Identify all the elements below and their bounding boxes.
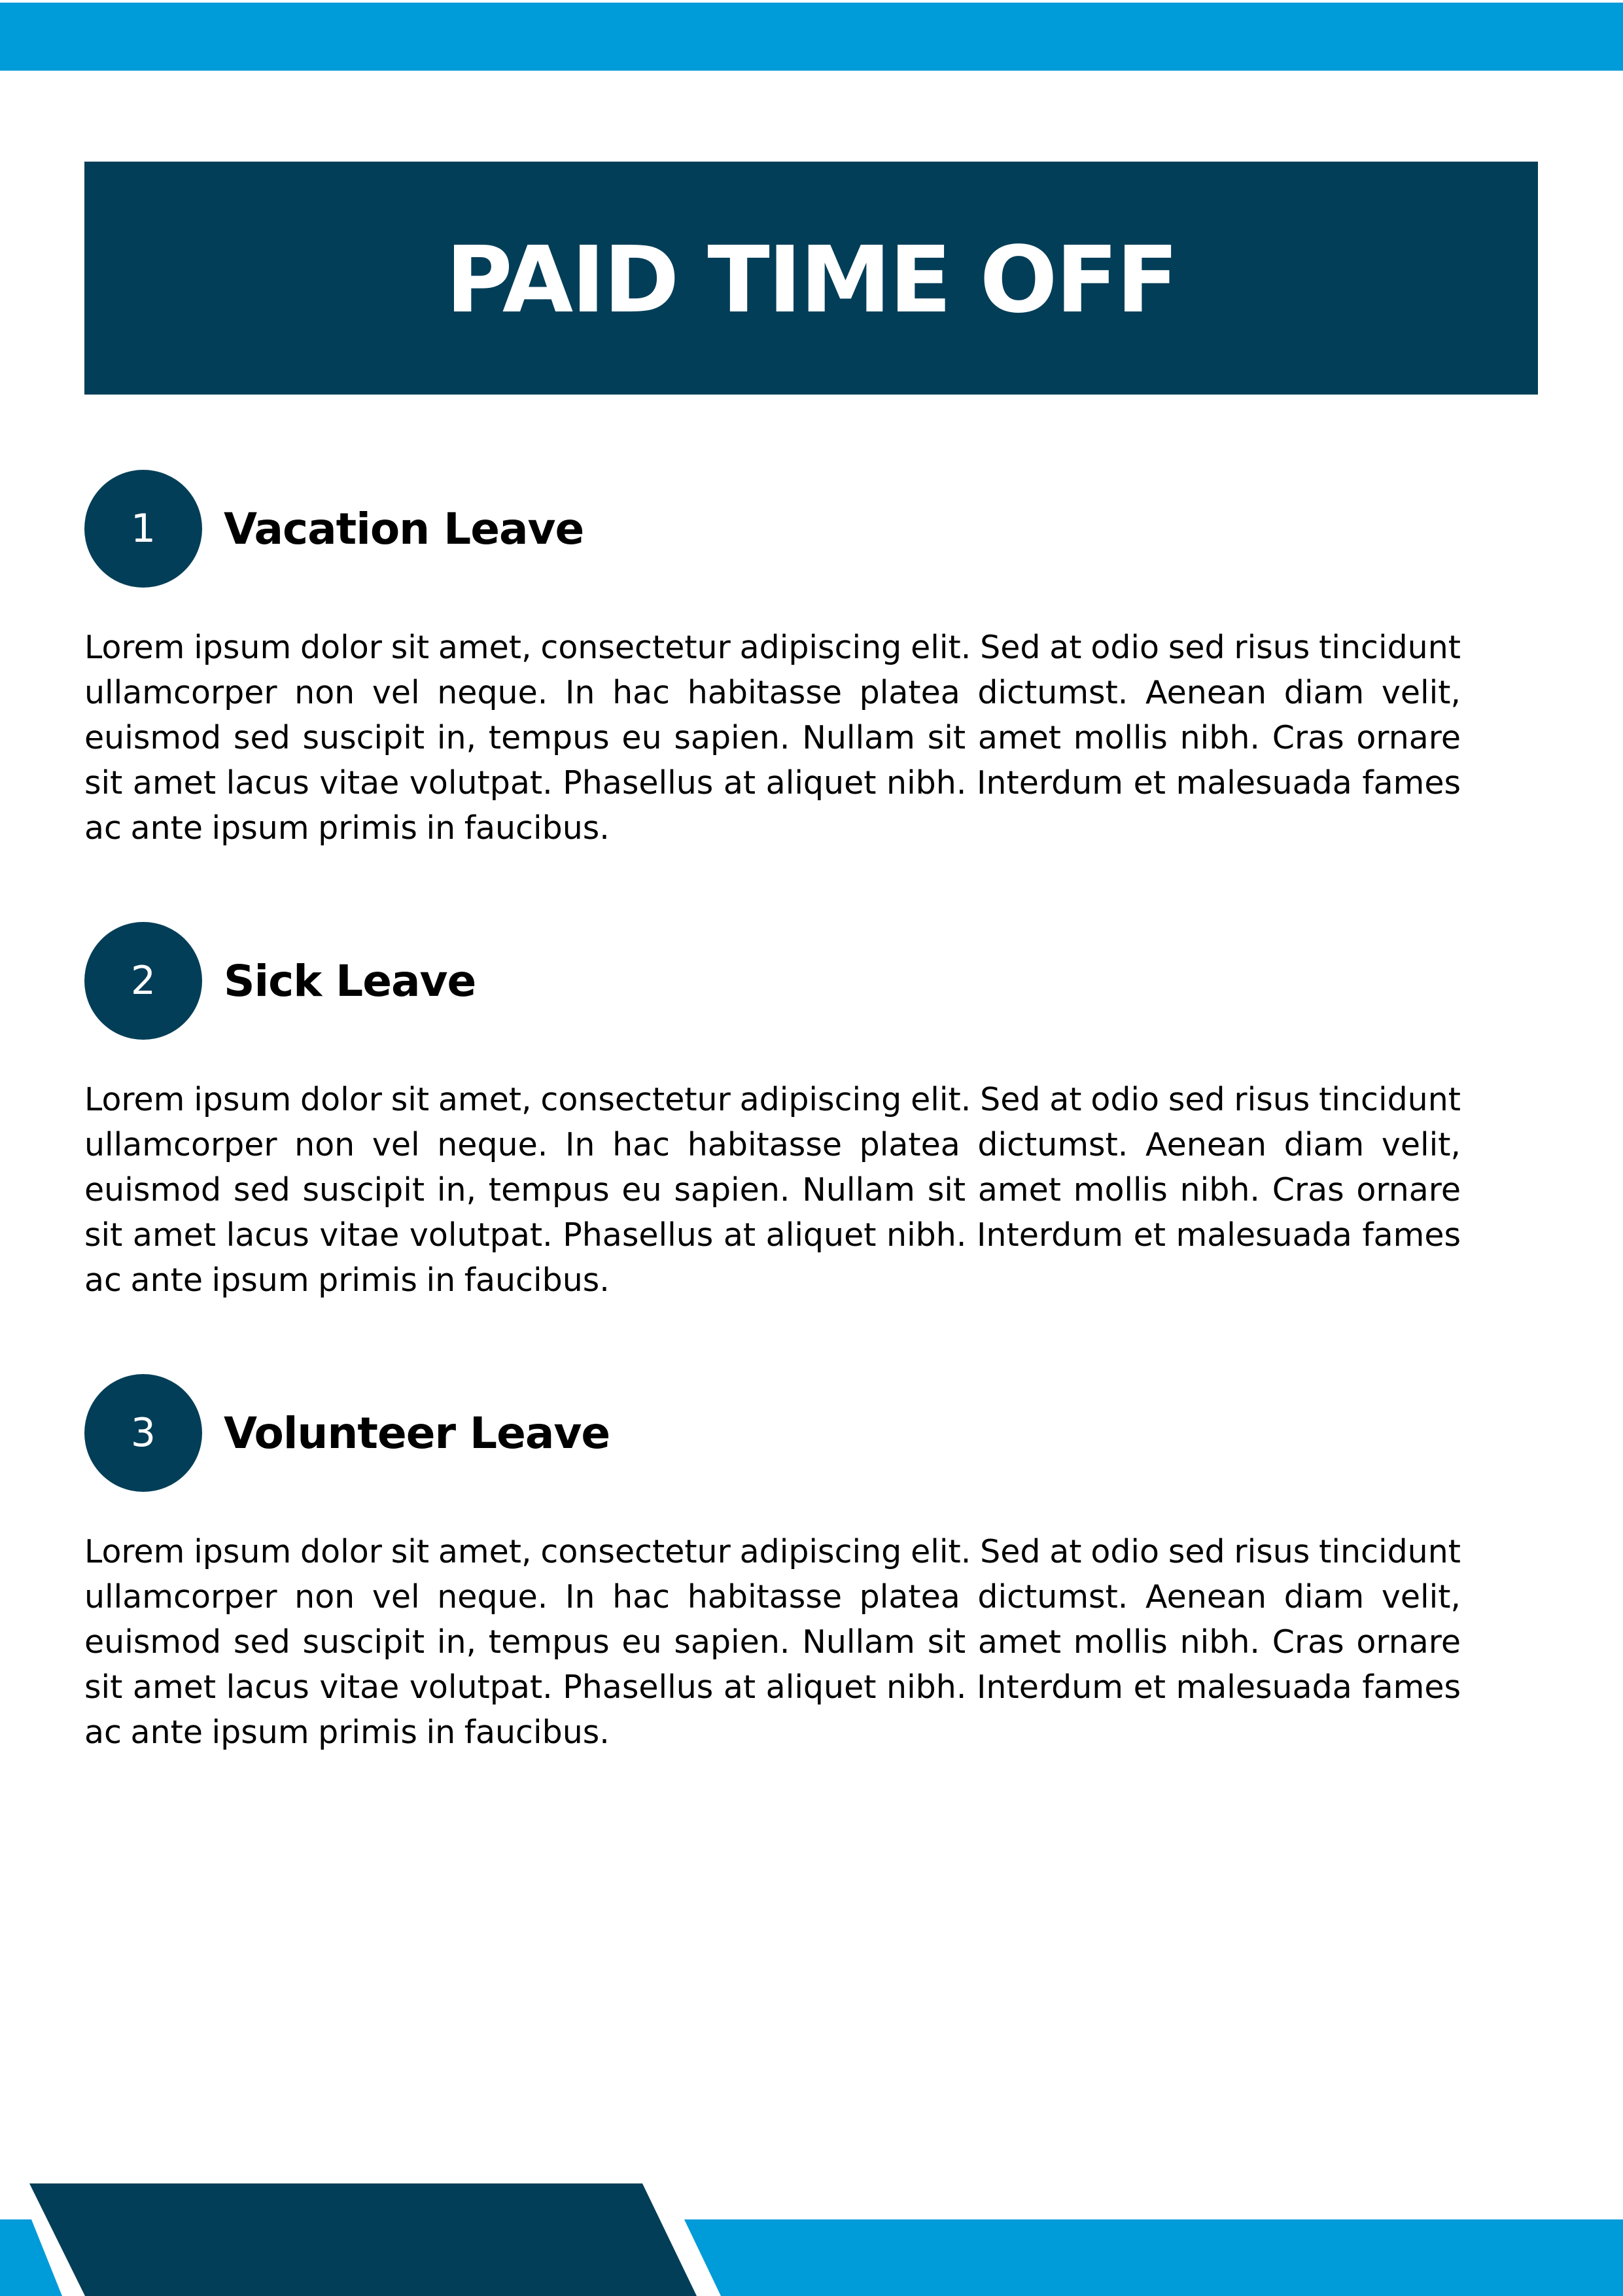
section-number-badge: 2 bbox=[84, 922, 202, 1040]
footer-navy-shape bbox=[29, 2183, 697, 2296]
section-body: Lorem ipsum dolor sit amet, consectetur adipiscing elit. Sed at odio sed risus tincidunt ullamcorper non vel neque. In hac habitasse platea dictumst. Aenean diam velit, euismod sed suscipit in, tempus eu sapien. Nullam sit amet mollis nibh. Cras ornare sit amet lacus vitae volutpat. Phasellus at aliquet nibh. Interdum et malesuada fames ac ante ipsum primis in faucibus. bbox=[84, 629, 1461, 847]
section-volunteer-leave bbox=[84, 1374, 1461, 1755]
section-header bbox=[84, 922, 1461, 1040]
section-sick-leave bbox=[84, 922, 1461, 1303]
section-number-badge: 3 bbox=[84, 1374, 202, 1492]
footer-decoration bbox=[0, 2179, 1623, 2296]
section-number-badge: 1 bbox=[84, 470, 202, 588]
section-body: Lorem ipsum dolor sit amet, consectetur adipiscing elit. Sed at odio sed risus tincidunt ullamcorper non vel neque. In hac habitasse platea dictumst. Aenean diam velit, euismod sed suscipit in, tempus eu sapien. Nullam sit amet mollis nibh. Cras ornare sit amet lacus vitae volutpat. Phasellus at aliquet nibh. Interdum et malesuada fames ac ante ipsum primis in faucibus. bbox=[84, 1081, 1461, 1299]
top-accent-bar bbox=[0, 3, 1623, 71]
page-title: PAID TIME OFF bbox=[445, 227, 1177, 334]
section-header bbox=[84, 1374, 1461, 1492]
footer-right-blue-shape bbox=[684, 2219, 1623, 2296]
section-vacation-leave bbox=[84, 470, 1461, 851]
section-title: Volunteer Leave bbox=[224, 1407, 610, 1458]
section-body: Lorem ipsum dolor sit amet, consectetur adipiscing elit. Sed at odio sed risus tincidunt ullamcorper non vel neque. In hac habitasse platea dictumst. Aenean diam velit, euismod sed suscipit in, tempus eu sapien. Nullam sit amet mollis nibh. Cras ornare sit amet lacus vitae volutpat. Phasellus at aliquet nibh. Interdum et malesuada fames ac ante ipsum primis in faucibus. bbox=[84, 1533, 1461, 1751]
section-header bbox=[84, 470, 1461, 588]
footer-left-blue-shape bbox=[0, 2219, 62, 2296]
section-title: Vacation Leave bbox=[224, 503, 584, 554]
section-title: Sick Leave bbox=[224, 955, 476, 1006]
title-banner bbox=[84, 162, 1538, 395]
